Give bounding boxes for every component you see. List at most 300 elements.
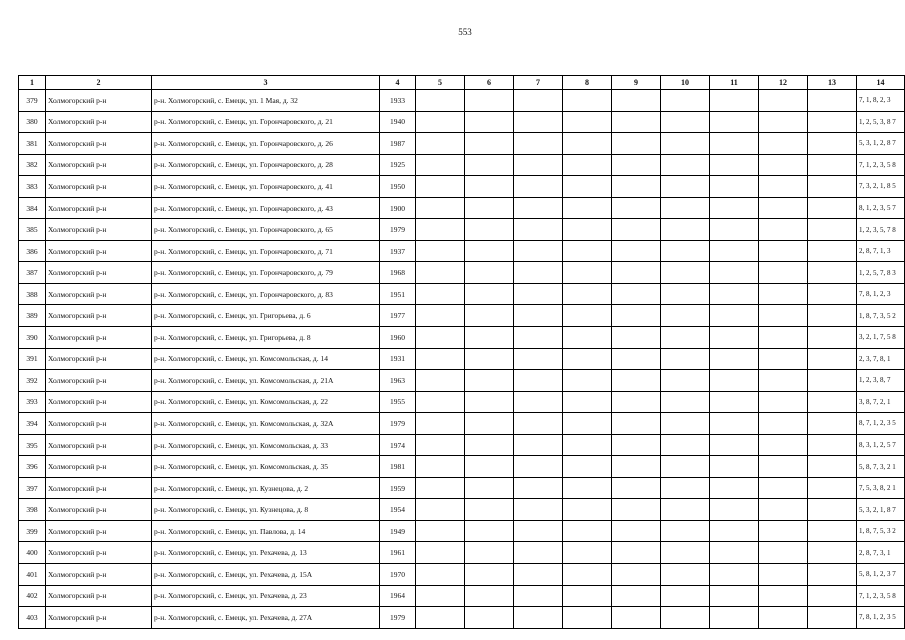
empty-cell <box>759 262 808 284</box>
empty-cell <box>612 240 661 262</box>
empty-cell <box>416 197 465 219</box>
table-row <box>19 413 905 435</box>
row-number: 384 <box>19 197 46 219</box>
empty-cell <box>710 197 759 219</box>
column-14-cell: 8, 1, 2, 3, 5 7 <box>857 197 905 219</box>
table-row <box>19 477 905 499</box>
empty-cell <box>808 607 857 629</box>
empty-cell <box>514 219 563 241</box>
empty-cell <box>710 456 759 478</box>
table-row <box>19 370 905 392</box>
empty-cell <box>514 348 563 370</box>
empty-cell <box>416 456 465 478</box>
row-number: 391 <box>19 348 46 370</box>
empty-cell <box>661 413 710 435</box>
empty-cell <box>563 413 612 435</box>
row-number: 382 <box>19 154 46 176</box>
empty-cell <box>759 197 808 219</box>
empty-cell <box>514 90 563 112</box>
table-row <box>19 283 905 305</box>
empty-cell <box>612 520 661 542</box>
empty-cell <box>514 477 563 499</box>
district-cell: Холмогорский р-н <box>46 520 152 542</box>
year-cell: 1970 <box>380 564 416 586</box>
empty-cell <box>612 585 661 607</box>
empty-cell <box>808 240 857 262</box>
row-number: 396 <box>19 456 46 478</box>
empty-cell <box>710 176 759 198</box>
empty-cell <box>465 111 514 133</box>
empty-cell <box>465 542 514 564</box>
empty-cell <box>416 413 465 435</box>
column-14-cell: 7, 1, 2, 3, 5 8 <box>857 585 905 607</box>
address-cell: р-н. Холмогорский, с. Емецк, ул. Павлова, д. 14 <box>152 520 380 542</box>
address-cell: р-н. Холмогорский, с. Емецк, ул. Комсомольская, д. 35 <box>152 456 380 478</box>
empty-cell <box>563 176 612 198</box>
empty-cell <box>710 283 759 305</box>
empty-cell <box>612 413 661 435</box>
address-cell: р-н. Холмогорский, с. Емецк, ул. Горончаровского, д. 41 <box>152 176 380 198</box>
table-row <box>19 176 905 198</box>
year-cell: 1931 <box>380 348 416 370</box>
empty-cell <box>612 499 661 521</box>
empty-cell <box>465 585 514 607</box>
empty-cell <box>465 499 514 521</box>
empty-cell <box>416 370 465 392</box>
row-number: 400 <box>19 542 46 564</box>
empty-cell <box>710 413 759 435</box>
empty-cell <box>808 585 857 607</box>
empty-cell <box>710 391 759 413</box>
empty-cell <box>710 348 759 370</box>
empty-cell <box>465 607 514 629</box>
district-cell: Холмогорский р-н <box>46 305 152 327</box>
empty-cell <box>563 564 612 586</box>
empty-cell <box>416 111 465 133</box>
row-number: 403 <box>19 607 46 629</box>
address-cell: р-н. Холмогорский, с. Емецк, ул. Горончаровского, д. 65 <box>152 219 380 241</box>
row-number: 392 <box>19 370 46 392</box>
empty-cell <box>612 90 661 112</box>
empty-cell <box>808 434 857 456</box>
empty-cell <box>808 499 857 521</box>
empty-cell <box>416 305 465 327</box>
address-cell: р-н. Холмогорский, с. Емецк, ул. Горончаровского, д. 21 <box>152 111 380 133</box>
empty-cell <box>465 219 514 241</box>
empty-cell <box>759 133 808 155</box>
row-number: 381 <box>19 133 46 155</box>
column-14-cell: 5, 8, 7, 3, 2 1 <box>857 456 905 478</box>
empty-cell <box>563 520 612 542</box>
empty-cell <box>661 434 710 456</box>
empty-cell <box>612 564 661 586</box>
empty-cell <box>416 90 465 112</box>
row-number: 402 <box>19 585 46 607</box>
year-cell: 1937 <box>380 240 416 262</box>
year-cell: 1950 <box>380 176 416 198</box>
address-cell: р-н. Холмогорский, с. Емецк, ул. Рехачева, д. 23 <box>152 585 380 607</box>
empty-cell <box>661 176 710 198</box>
address-cell: р-н. Холмогорский, с. Емецк, ул. 1 Мая, д. 32 <box>152 90 380 112</box>
table-row <box>19 499 905 521</box>
district-cell: Холмогорский р-н <box>46 564 152 586</box>
year-cell: 1900 <box>380 197 416 219</box>
address-cell: р-н. Холмогорский, с. Емецк, ул. Рехачева, д. 15А <box>152 564 380 586</box>
empty-cell <box>808 456 857 478</box>
empty-cell <box>416 391 465 413</box>
district-cell: Холмогорский р-н <box>46 90 152 112</box>
empty-cell <box>759 90 808 112</box>
empty-cell <box>416 542 465 564</box>
empty-cell <box>759 564 808 586</box>
empty-cell <box>759 413 808 435</box>
empty-cell <box>416 154 465 176</box>
empty-cell <box>710 111 759 133</box>
empty-cell <box>465 197 514 219</box>
empty-cell <box>759 283 808 305</box>
header-row <box>19 76 905 90</box>
empty-cell <box>808 564 857 586</box>
empty-cell <box>465 564 514 586</box>
district-cell: Холмогорский р-н <box>46 499 152 521</box>
empty-cell <box>514 391 563 413</box>
page-number: 553 <box>458 27 472 37</box>
table-body <box>19 90 905 629</box>
empty-cell <box>808 133 857 155</box>
column-14-cell: 1, 2, 5, 3, 8 7 <box>857 111 905 133</box>
year-cell: 1954 <box>380 499 416 521</box>
empty-cell <box>661 197 710 219</box>
empty-cell <box>808 305 857 327</box>
year-cell: 1925 <box>380 154 416 176</box>
empty-cell <box>808 219 857 241</box>
row-number: 395 <box>19 434 46 456</box>
empty-cell <box>808 520 857 542</box>
district-cell: Холмогорский р-н <box>46 456 152 478</box>
district-cell: Холмогорский р-н <box>46 370 152 392</box>
empty-cell <box>514 564 563 586</box>
empty-cell <box>465 327 514 349</box>
empty-cell <box>416 283 465 305</box>
empty-cell <box>808 90 857 112</box>
empty-cell <box>661 240 710 262</box>
empty-cell <box>612 542 661 564</box>
year-cell: 1977 <box>380 305 416 327</box>
empty-cell <box>465 90 514 112</box>
empty-cell <box>563 133 612 155</box>
empty-cell <box>612 176 661 198</box>
empty-cell <box>514 176 563 198</box>
address-cell: р-н. Холмогорский, с. Емецк, ул. Комсомольская, д. 22 <box>152 391 380 413</box>
empty-cell <box>808 154 857 176</box>
empty-cell <box>563 391 612 413</box>
empty-cell <box>465 456 514 478</box>
empty-cell <box>759 240 808 262</box>
empty-cell <box>808 262 857 284</box>
empty-cell <box>416 219 465 241</box>
empty-cell <box>514 283 563 305</box>
empty-cell <box>710 370 759 392</box>
empty-cell <box>710 585 759 607</box>
column-14-cell: 2, 8, 7, 3, 1 <box>857 542 905 564</box>
empty-cell <box>710 607 759 629</box>
table-row <box>19 133 905 155</box>
table-row <box>19 348 905 370</box>
empty-cell <box>710 477 759 499</box>
year-cell: 1961 <box>380 542 416 564</box>
empty-cell <box>416 133 465 155</box>
empty-cell <box>416 327 465 349</box>
empty-cell <box>661 348 710 370</box>
table-row <box>19 111 905 133</box>
empty-cell <box>759 585 808 607</box>
empty-cell <box>416 348 465 370</box>
table-row <box>19 305 905 327</box>
empty-cell <box>710 133 759 155</box>
empty-cell <box>808 348 857 370</box>
empty-cell <box>514 520 563 542</box>
empty-cell <box>563 262 612 284</box>
year-cell: 1974 <box>380 434 416 456</box>
empty-cell <box>808 111 857 133</box>
empty-cell <box>808 327 857 349</box>
empty-cell <box>563 434 612 456</box>
district-cell: Холмогорский р-н <box>46 477 152 499</box>
year-cell: 1987 <box>380 133 416 155</box>
empty-cell <box>759 348 808 370</box>
empty-cell <box>808 477 857 499</box>
empty-cell <box>612 348 661 370</box>
empty-cell <box>563 499 612 521</box>
empty-cell <box>661 564 710 586</box>
column-14-cell: 3, 2, 1, 7, 5 8 <box>857 327 905 349</box>
empty-cell <box>465 176 514 198</box>
row-number: 399 <box>19 520 46 542</box>
empty-cell <box>661 520 710 542</box>
address-cell: р-н. Холмогорский, с. Емецк, ул. Комсомольская, д. 32А <box>152 413 380 435</box>
empty-cell <box>465 305 514 327</box>
empty-cell <box>514 370 563 392</box>
empty-cell <box>416 607 465 629</box>
empty-cell <box>514 434 563 456</box>
empty-cell <box>563 283 612 305</box>
empty-cell <box>416 477 465 499</box>
empty-cell <box>514 240 563 262</box>
district-cell: Холмогорский р-н <box>46 434 152 456</box>
district-cell: Холмогорский р-н <box>46 283 152 305</box>
address-cell: р-н. Холмогорский, с. Емецк, ул. Горончаровского, д. 28 <box>152 154 380 176</box>
empty-cell <box>661 219 710 241</box>
table-row <box>19 154 905 176</box>
address-cell: р-н. Холмогорский, с. Емецк, ул. Горончаровского, д. 83 <box>152 283 380 305</box>
empty-cell <box>710 90 759 112</box>
column-header: 9 <box>612 76 661 90</box>
district-cell: Холмогорский р-н <box>46 542 152 564</box>
address-cell: р-н. Холмогорский, с. Емецк, ул. Рехачева, д. 27А <box>152 607 380 629</box>
empty-cell <box>661 305 710 327</box>
empty-cell <box>514 499 563 521</box>
district-cell: Холмогорский р-н <box>46 607 152 629</box>
column-header: 4 <box>380 76 416 90</box>
row-number: 393 <box>19 391 46 413</box>
district-cell: Холмогорский р-н <box>46 219 152 241</box>
empty-cell <box>759 219 808 241</box>
address-cell: р-н. Холмогорский, с. Емецк, ул. Григорьева, д. 6 <box>152 305 380 327</box>
table-row <box>19 564 905 586</box>
column-14-cell: 2, 3, 7, 8, 1 <box>857 348 905 370</box>
year-cell: 1951 <box>380 283 416 305</box>
year-cell: 1959 <box>380 477 416 499</box>
empty-cell <box>612 154 661 176</box>
empty-cell <box>612 111 661 133</box>
column-14-cell: 8, 3, 1, 2, 5 7 <box>857 434 905 456</box>
table-row <box>19 90 905 112</box>
column-header: 1 <box>19 76 46 90</box>
year-cell: 1964 <box>380 585 416 607</box>
empty-cell <box>808 283 857 305</box>
column-header: 5 <box>416 76 465 90</box>
address-cell: р-н. Холмогорский, с. Емецк, ул. Горончаровского, д. 79 <box>152 262 380 284</box>
empty-cell <box>563 154 612 176</box>
empty-cell <box>710 262 759 284</box>
column-14-cell: 7, 3, 2, 1, 8 5 <box>857 176 905 198</box>
empty-cell <box>465 283 514 305</box>
empty-cell <box>661 607 710 629</box>
column-14-cell: 1, 8, 7, 3, 5 2 <box>857 305 905 327</box>
empty-cell <box>514 111 563 133</box>
year-cell: 1979 <box>380 219 416 241</box>
table-row <box>19 262 905 284</box>
empty-cell <box>563 111 612 133</box>
empty-cell <box>710 520 759 542</box>
empty-cell <box>612 262 661 284</box>
address-cell: р-н. Холмогорский, с. Емецк, ул. Комсомольская, д. 14 <box>152 348 380 370</box>
empty-cell <box>661 262 710 284</box>
empty-cell <box>661 327 710 349</box>
empty-cell <box>612 607 661 629</box>
empty-cell <box>416 499 465 521</box>
empty-cell <box>710 327 759 349</box>
column-14-cell: 7, 8, 1, 2, 3 <box>857 283 905 305</box>
address-cell: р-н. Холмогорский, с. Емецк, ул. Григорьева, д. 8 <box>152 327 380 349</box>
empty-cell <box>661 542 710 564</box>
table-row <box>19 542 905 564</box>
empty-cell <box>514 585 563 607</box>
empty-cell <box>465 133 514 155</box>
district-cell: Холмогорский р-н <box>46 154 152 176</box>
empty-cell <box>661 154 710 176</box>
empty-cell <box>514 133 563 155</box>
table-row <box>19 520 905 542</box>
district-cell: Холмогорский р-н <box>46 262 152 284</box>
empty-cell <box>661 499 710 521</box>
column-14-cell: 7, 5, 3, 8, 2 1 <box>857 477 905 499</box>
empty-cell <box>612 305 661 327</box>
column-14-cell: 7, 8, 1, 2, 3 5 <box>857 607 905 629</box>
empty-cell <box>563 327 612 349</box>
column-14-cell: 7, 1, 2, 3, 5 8 <box>857 154 905 176</box>
empty-cell <box>661 456 710 478</box>
year-cell: 1979 <box>380 607 416 629</box>
empty-cell <box>416 585 465 607</box>
address-cell: р-н. Холмогорский, с. Емецк, ул. Кузнецова, д. 8 <box>152 499 380 521</box>
column-14-cell: 1, 2, 3, 5, 7 8 <box>857 219 905 241</box>
column-header: 2 <box>46 76 152 90</box>
table-row <box>19 240 905 262</box>
year-cell: 1963 <box>380 370 416 392</box>
empty-cell <box>808 391 857 413</box>
empty-cell <box>710 219 759 241</box>
empty-cell <box>661 111 710 133</box>
district-cell: Холмогорский р-н <box>46 413 152 435</box>
empty-cell <box>759 154 808 176</box>
year-cell: 1968 <box>380 262 416 284</box>
empty-cell <box>563 456 612 478</box>
empty-cell <box>759 176 808 198</box>
empty-cell <box>710 542 759 564</box>
empty-cell <box>661 585 710 607</box>
empty-cell <box>759 542 808 564</box>
district-cell: Холмогорский р-н <box>46 348 152 370</box>
empty-cell <box>514 305 563 327</box>
year-cell: 1940 <box>380 111 416 133</box>
address-cell: р-н. Холмогорский, с. Емецк, ул. Горончаровского, д. 71 <box>152 240 380 262</box>
empty-cell <box>612 219 661 241</box>
empty-cell <box>465 413 514 435</box>
column-header: 14 <box>857 76 905 90</box>
empty-cell <box>416 176 465 198</box>
row-number: 387 <box>19 262 46 284</box>
column-14-cell: 7, 1, 8, 2, 3 <box>857 90 905 112</box>
empty-cell <box>514 413 563 435</box>
column-header: 7 <box>514 76 563 90</box>
empty-cell <box>465 520 514 542</box>
empty-cell <box>759 607 808 629</box>
empty-cell <box>759 111 808 133</box>
column-header: 11 <box>710 76 759 90</box>
column-14-cell: 3, 8, 7, 2, 1 <box>857 391 905 413</box>
empty-cell <box>612 283 661 305</box>
column-14-cell: 1, 2, 5, 7, 8 3 <box>857 262 905 284</box>
empty-cell <box>563 585 612 607</box>
row-number: 380 <box>19 111 46 133</box>
row-number: 401 <box>19 564 46 586</box>
empty-cell <box>661 90 710 112</box>
row-number: 388 <box>19 283 46 305</box>
empty-cell <box>710 240 759 262</box>
table-row <box>19 219 905 241</box>
empty-cell <box>514 542 563 564</box>
column-header: 12 <box>759 76 808 90</box>
column-header: 10 <box>661 76 710 90</box>
row-number: 385 <box>19 219 46 241</box>
empty-cell <box>514 456 563 478</box>
empty-cell <box>612 477 661 499</box>
empty-cell <box>661 391 710 413</box>
year-cell: 1960 <box>380 327 416 349</box>
empty-cell <box>465 154 514 176</box>
empty-cell <box>465 477 514 499</box>
row-number: 389 <box>19 305 46 327</box>
empty-cell <box>759 520 808 542</box>
empty-cell <box>563 240 612 262</box>
empty-cell <box>563 348 612 370</box>
empty-cell <box>563 542 612 564</box>
column-14-cell: 8, 7, 1, 2, 3 5 <box>857 413 905 435</box>
address-cell: р-н. Холмогорский, с. Емецк, ул. Комсомольская, д. 21А <box>152 370 380 392</box>
table-row <box>19 391 905 413</box>
row-number: 390 <box>19 327 46 349</box>
